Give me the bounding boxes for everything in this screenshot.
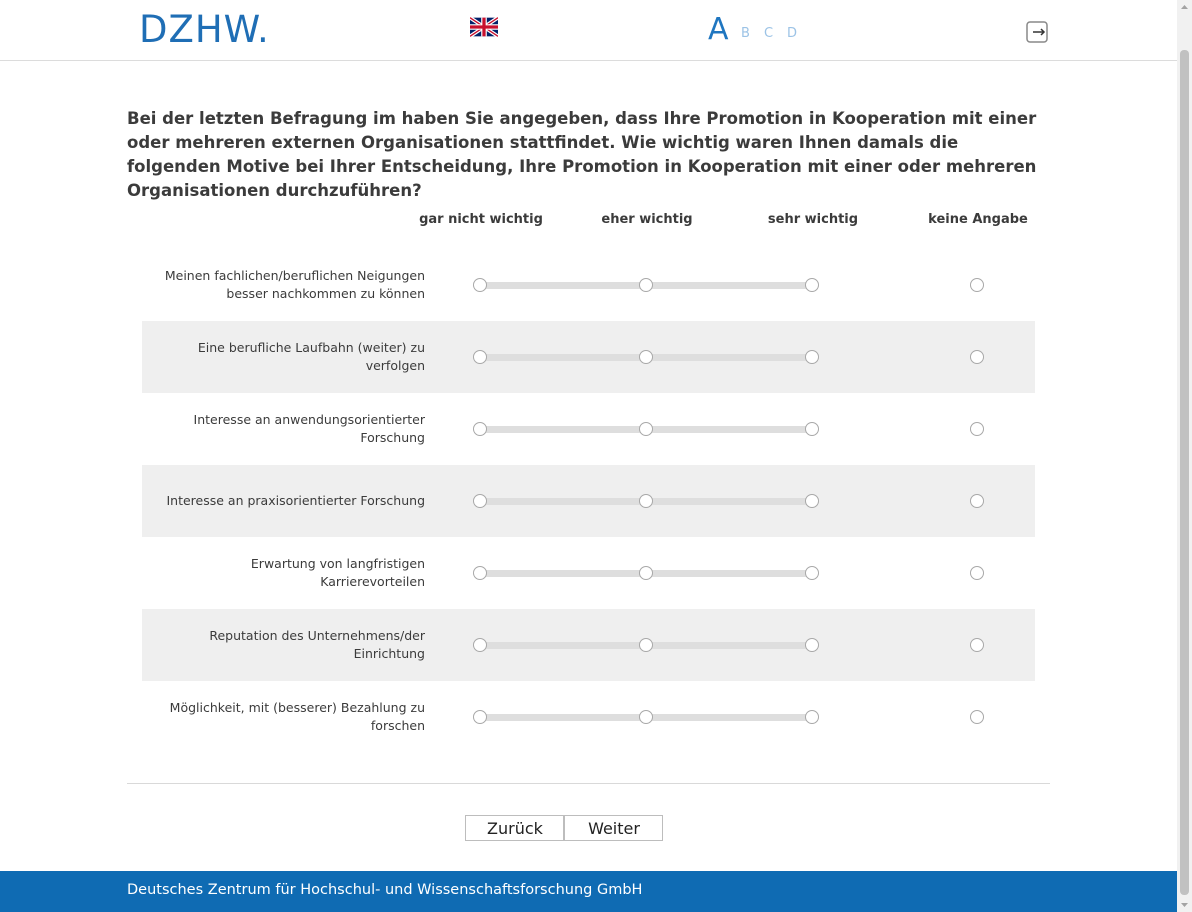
page-header [0,0,1177,61]
radio-sehr-wichtig[interactable] [805,350,819,364]
radio-eher-wichtig[interactable] [639,422,653,436]
next-button[interactable]: Weiter [564,815,663,841]
radio-gar-nicht-wichtig[interactable] [473,710,487,724]
radio-gar-nicht-wichtig[interactable] [473,494,487,508]
page-scrollbar[interactable] [1177,0,1192,912]
item-label: Reputation des Unternehmens/der Einrichtung [209,628,425,661]
item-label: Meinen fachlichen/beruflichen Neigungen besser nachkommen zu können [164,268,425,301]
matrix-row [142,681,1035,753]
dzhw-logo: DZHW. [139,8,270,51]
question-text: Bei der letzten Befragung im haben Sie angegeben, dass Ihre Promotion in Kooperation mit einer oder mehreren externen Organisationen stattfindet. Wie wichtig waren Ihnen damals die folgenden Motive bei Ihrer Entscheidung, Ihre Promotion in Kooperation mit einer oder mehreren Organisationen durchzuführen? [127,109,1037,200]
radio-keine-angabe[interactable] [970,494,984,508]
radio-sehr-wichtig[interactable] [805,422,819,436]
item-label: Erwartung von langfristigen Karrierevorteilen [250,556,425,589]
radio-eher-wichtig[interactable] [639,710,653,724]
radio-sehr-wichtig[interactable] [805,566,819,580]
radio-keine-angabe[interactable] [970,350,984,364]
radio-keine-angabe[interactable] [970,710,984,724]
scroll-up-icon[interactable] [1177,0,1192,15]
uk-flag-icon[interactable] [470,17,498,37]
item-label: Möglichkeit, mit (besserer) Bezahlung zu forschen [169,700,425,733]
logout-icon[interactable] [1026,21,1048,43]
font-size-a[interactable]: A [708,12,729,47]
radio-keine-angabe[interactable] [970,278,984,292]
font-size-d[interactable]: D [787,26,798,41]
scroll-thumb[interactable] [1180,50,1189,895]
item-label: Interesse an anwendungsorientierter Forschung [193,412,425,445]
radio-gar-nicht-wichtig[interactable] [473,350,487,364]
scale-label-low: gar nicht wichtig [419,212,543,227]
item-label: Interesse an praxisorientierter Forschung [166,493,425,508]
radio-gar-nicht-wichtig[interactable] [473,422,487,436]
font-size-c[interactable]: C [764,26,774,41]
radio-gar-nicht-wichtig[interactable] [473,278,487,292]
footer-text: Deutsches Zentrum für Hochschul- und Wissenschaftsforschung GmbH [127,882,643,898]
radio-gar-nicht-wichtig[interactable] [473,566,487,580]
matrix-row [142,609,1035,681]
radio-keine-angabe[interactable] [970,422,984,436]
radio-sehr-wichtig[interactable] [805,638,819,652]
radio-keine-angabe[interactable] [970,638,984,652]
scale-label-high: sehr wichtig [767,212,859,227]
radio-sehr-wichtig[interactable] [805,494,819,508]
item-label: Eine berufliche Laufbahn (weiter) zu verfolgen [197,340,425,373]
radio-sehr-wichtig[interactable] [805,278,819,292]
scale-label-no-answer: keine Angabe [928,212,1028,227]
matrix-row [142,537,1035,609]
radio-gar-nicht-wichtig[interactable] [473,638,487,652]
scale-label-mid: eher wichtig [601,212,693,227]
radio-eher-wichtig[interactable] [639,494,653,508]
radio-eher-wichtig[interactable] [639,278,653,292]
scroll-down-icon[interactable] [1177,897,1192,912]
divider [127,783,1050,784]
matrix-row [142,321,1035,393]
matrix-row [142,465,1035,537]
radio-keine-angabe[interactable] [970,566,984,580]
font-size-b[interactable]: B [741,26,750,41]
radio-eher-wichtig[interactable] [639,350,653,364]
radio-eher-wichtig[interactable] [639,566,653,580]
radio-sehr-wichtig[interactable] [805,710,819,724]
back-button[interactable]: Zurück [465,815,564,841]
radio-eher-wichtig[interactable] [639,638,653,652]
page-footer [0,871,1177,912]
matrix-row [142,393,1035,465]
matrix-row [142,249,1035,321]
